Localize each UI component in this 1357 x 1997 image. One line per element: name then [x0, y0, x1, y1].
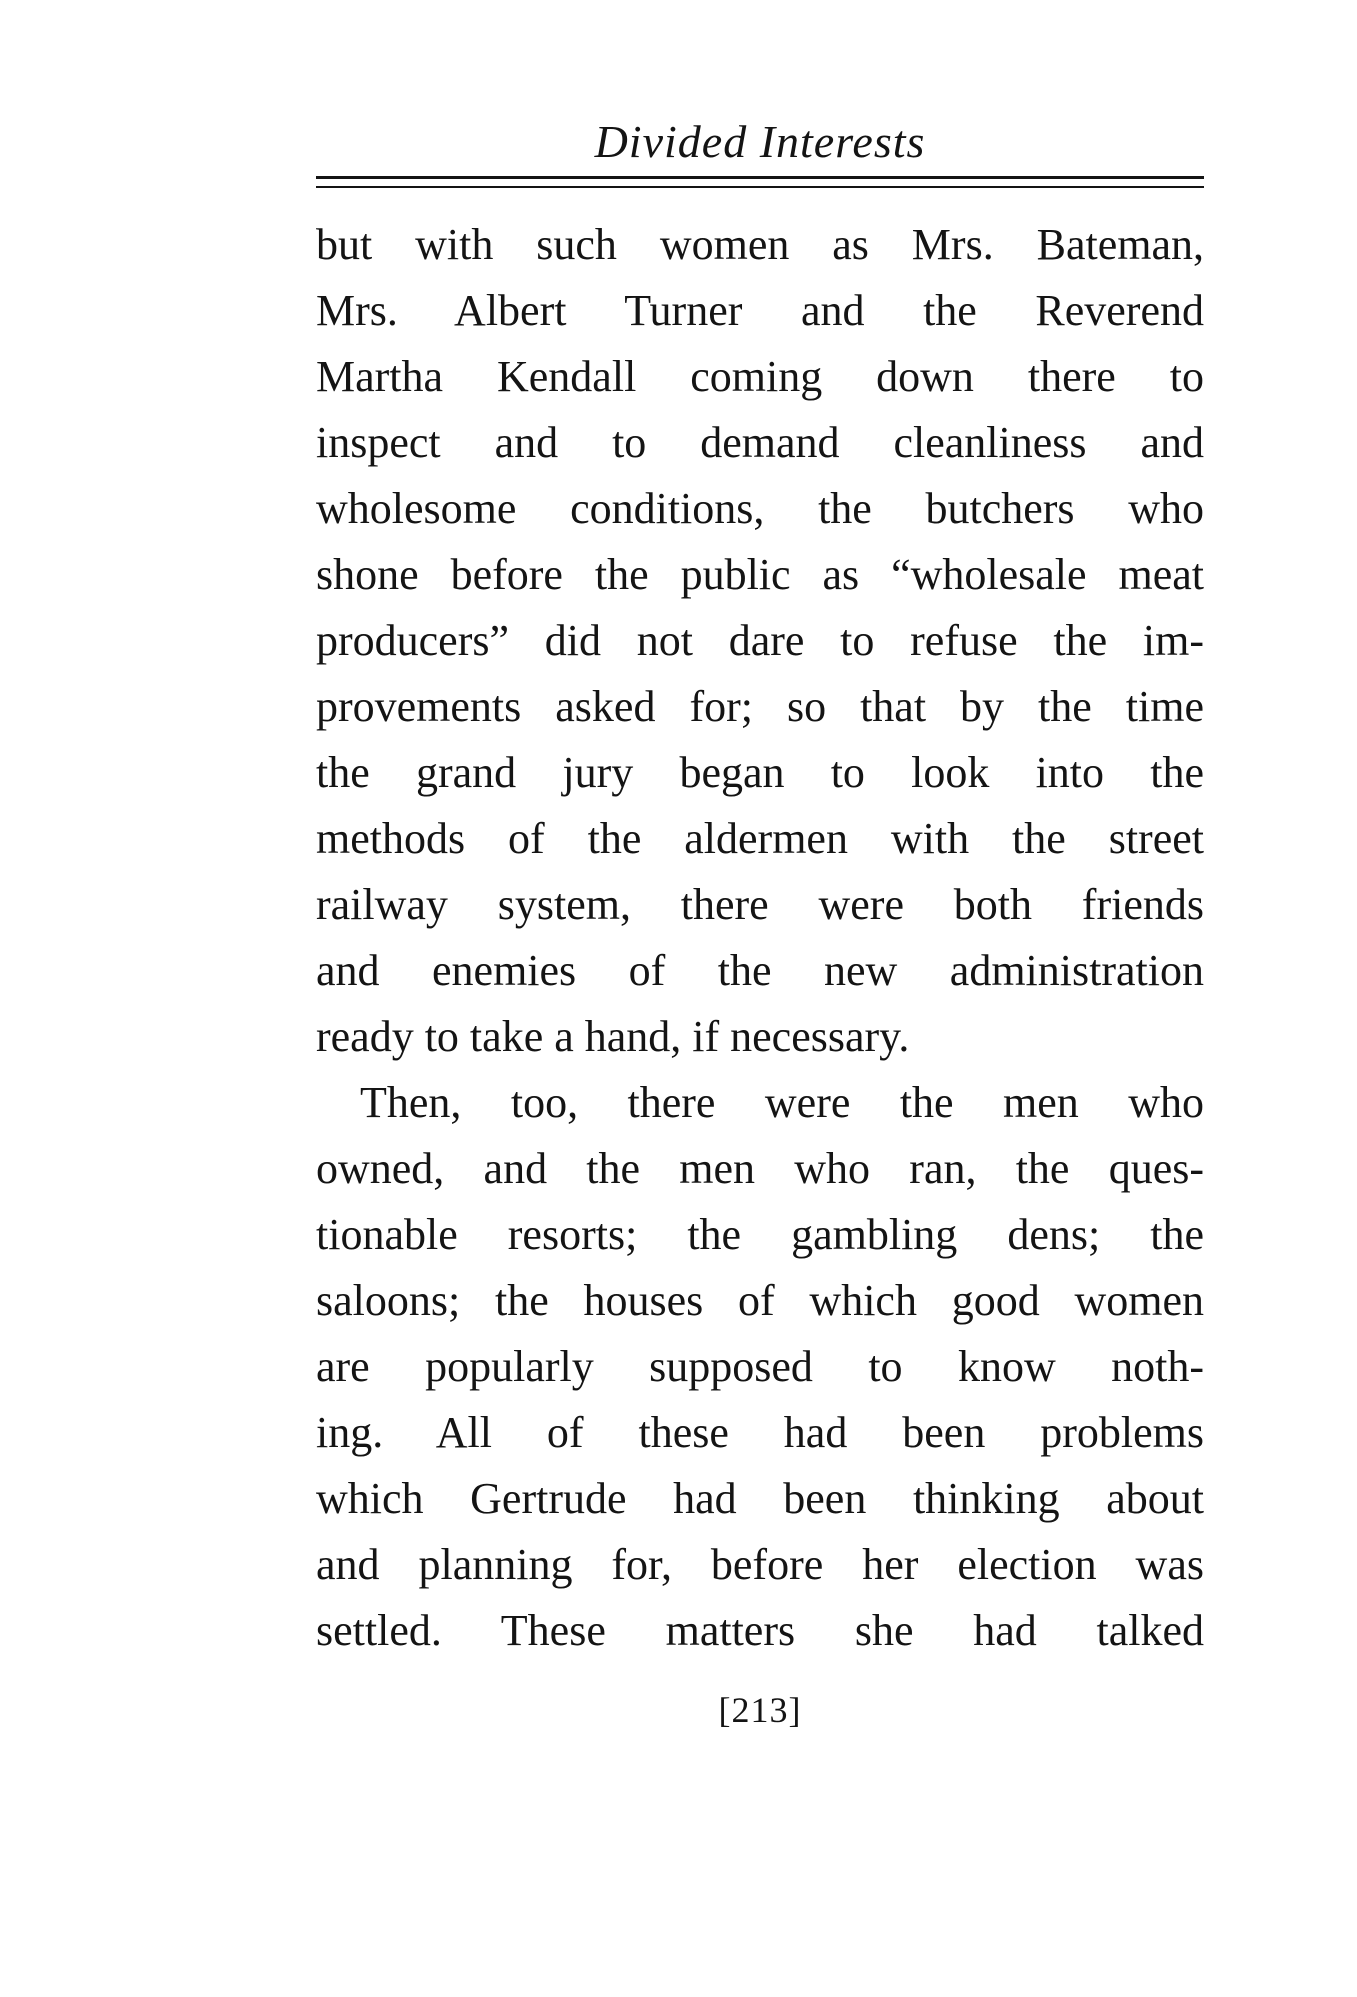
text-line: Mrs. Albert Turner and the Reverend — [316, 286, 1204, 335]
text-line: saloons; the houses of which good women — [316, 1276, 1204, 1325]
text-line: but with such women as Mrs. Bateman, — [316, 220, 1204, 269]
text-line: ing. All of these had been problems — [316, 1408, 1204, 1457]
text-line: Then, too, there were the men who — [360, 1078, 1204, 1127]
text-line: ready to take a hand, if necessary. — [316, 1012, 910, 1061]
text-line: owned, and the men who ran, the ques- — [316, 1144, 1204, 1193]
text-line: methods of the aldermen with the street — [316, 814, 1204, 863]
running-head: Divided Interests — [594, 116, 926, 167]
header-rule-thick — [316, 176, 1204, 179]
text-line: settled. These matters she had talked — [316, 1606, 1204, 1655]
text-line: and enemies of the new administration — [316, 946, 1204, 995]
text-line: tionable resorts; the gambling dens; the — [316, 1210, 1204, 1259]
paragraph-2 — [316, 1070, 1204, 1664]
body-text — [316, 212, 1204, 1664]
text-line: Martha Kendall coming down there to — [316, 352, 1204, 401]
header-rule-thin — [316, 186, 1204, 188]
page-number: [213] — [718, 1690, 802, 1730]
text-line: are popularly supposed to know noth- — [316, 1342, 1204, 1391]
text-line: and planning for, before her election was — [316, 1540, 1204, 1589]
text-line: wholesome conditions, the butchers who — [316, 484, 1204, 533]
text-line: provements asked for; so that by the time — [316, 682, 1204, 731]
paragraph-1 — [316, 212, 1204, 1070]
text-line: inspect and to demand cleanliness and — [316, 418, 1204, 467]
text-line: the grand jury began to look into the — [316, 748, 1204, 797]
text-line: shone before the public as “wholesale meat — [316, 550, 1204, 599]
text-line: railway system, there were both friends — [316, 880, 1204, 929]
text-line: which Gertrude had been thinking about — [316, 1474, 1204, 1523]
text-line: producers” did not dare to refuse the im- — [316, 616, 1204, 665]
